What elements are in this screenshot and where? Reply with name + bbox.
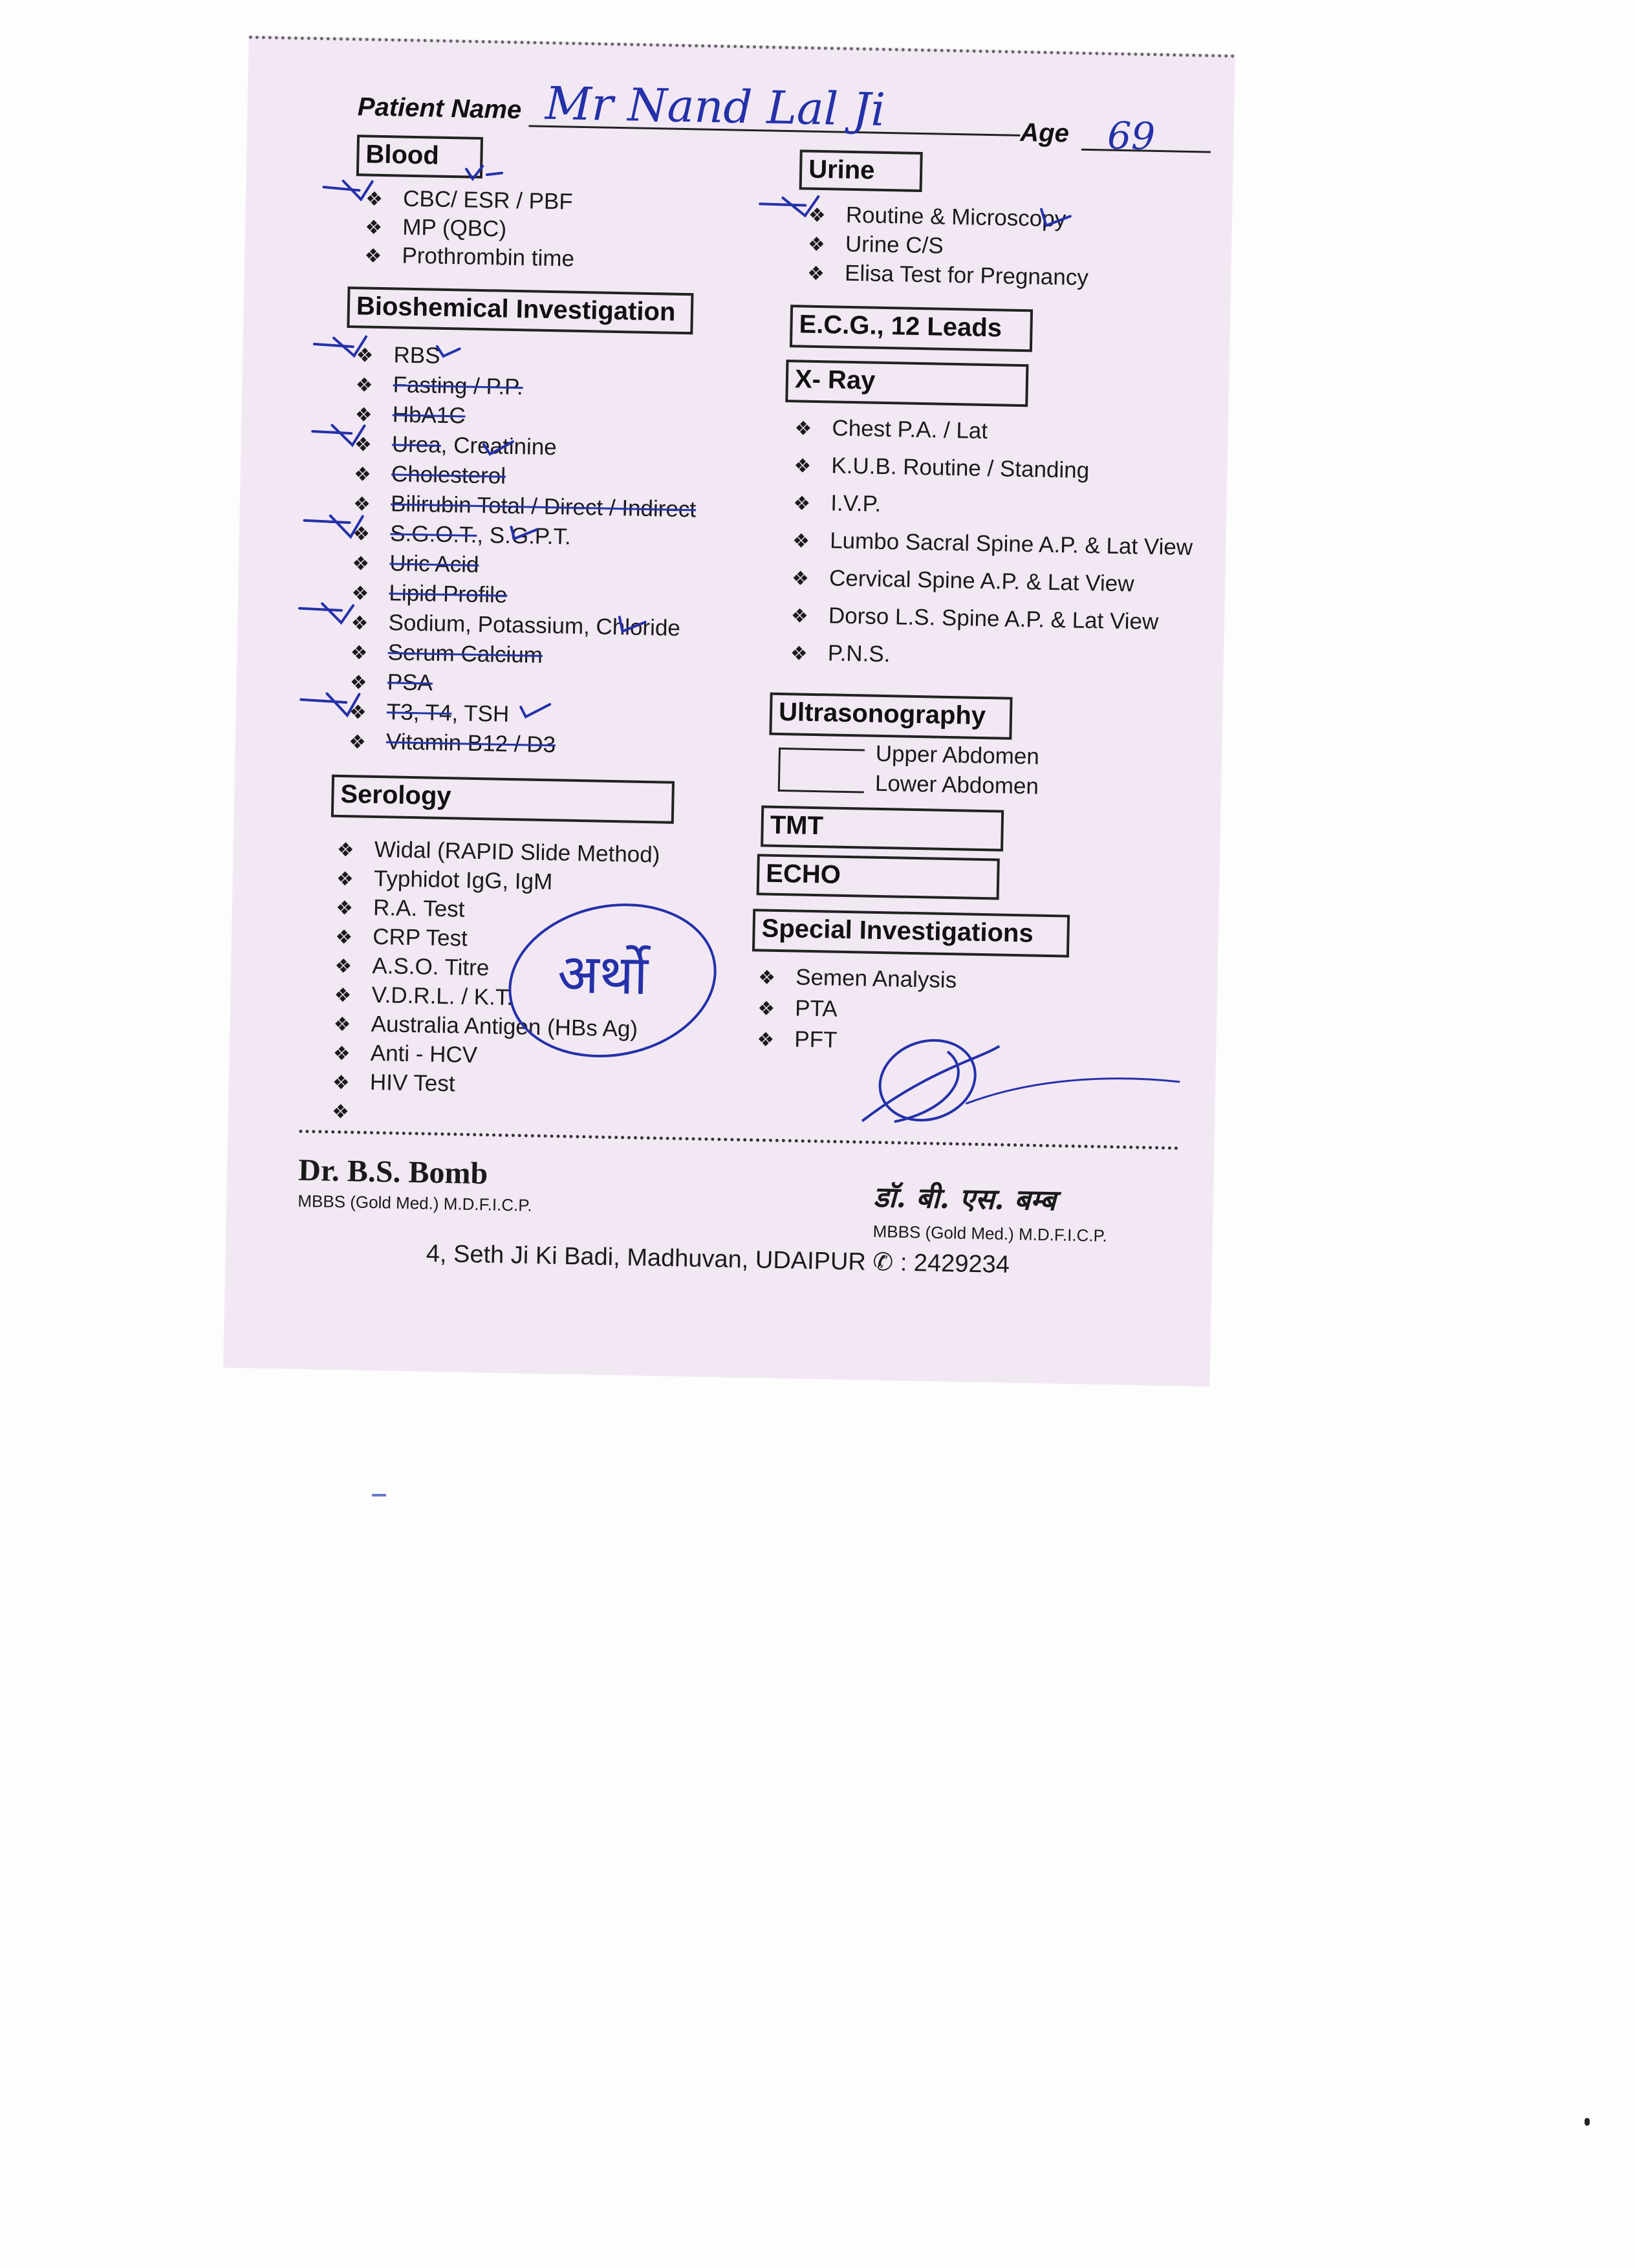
serology-item: ❖ V.D.R.L. / K.T. [334, 982, 514, 1011]
circled-note: अर्थो [557, 942, 649, 1008]
serology-item: ❖ [331, 1101, 350, 1123]
xray-item: ❖ Chest P.A. / Lat [794, 415, 988, 444]
urine-item: ❖ Urine C/S [807, 231, 944, 259]
serology-item: ❖ R.A. Test [335, 894, 465, 922]
biochem-item: ❖ HbA1C [354, 402, 466, 429]
biochem-item: ❖ Lipid Profile [351, 580, 508, 608]
xray-heading: X- Ray [785, 360, 1028, 407]
usg-item: Upper Abdomen [875, 740, 1040, 770]
doctor-name: Dr. B.S. Bomb [298, 1152, 488, 1191]
xray-item: ❖ I.V.P. [792, 490, 882, 517]
blood-item: ❖ MP (QBC) [365, 214, 507, 242]
biochem-item: ❖ PSA [349, 669, 433, 696]
biochem-item: ❖ RBS [356, 342, 440, 369]
biochem-item: ❖ Serum Calcium [350, 640, 543, 668]
biochem-item: ❖ T3, T4, TSH [349, 699, 510, 727]
blood-heading: Blood [356, 135, 483, 178]
biochem-item: ❖ Cholesterol [353, 461, 506, 489]
serology-item: ❖ Typhidot IgG, IgM [336, 865, 553, 895]
serology-heading: Serology [331, 775, 675, 824]
xray-item: ❖ Cervical Spine A.P. & Lat View [791, 565, 1134, 597]
serology-item: ❖ HIV Test [332, 1069, 455, 1097]
serology-item: ❖ Australia Antigen (HBs Ag) [333, 1011, 638, 1042]
patient-name-value: Mr Nand Lal Ji [545, 76, 886, 136]
blood-item: ❖ Prothrombin time [364, 243, 575, 272]
xray-item: ❖ P.N.S. [790, 640, 891, 667]
doctor-degree-right: MBBS (Gold Med.) M.D.F.I.C.P. [872, 1221, 1108, 1246]
tmt-heading: TMT [761, 805, 1004, 851]
biochem-item: ❖ S.G.O.T., S.G.P.T. [352, 521, 572, 550]
clinic-address: 4, Seth Ji Ki Badi, Madhuvan, UDAIPUR ✆ : 2429234 [426, 1240, 1010, 1279]
biochem-item: ❖ Vitamin B12 / D3 [348, 729, 556, 758]
serology-item: ❖ Anti - HCV [332, 1040, 478, 1068]
usg-item: Lower Abdomen [874, 770, 1039, 799]
biochem-heading: Bioshemical Investigation [347, 286, 693, 334]
serology-item: ❖ A.S.O. Titre [334, 953, 490, 981]
patient-name-label: Patient Name [357, 92, 522, 125]
urine-item: ❖ Routine & Microscopy [808, 202, 1067, 232]
doctor-degree: MBBS (Gold Med.) M.D.F.I.C.P. [298, 1191, 532, 1215]
echo-heading: ECHO [757, 854, 1000, 900]
blood-item: ❖ CBC/ ESR / PBF [365, 186, 574, 215]
special-item: ❖ PTA [757, 995, 838, 1022]
biochem-item: ❖ Fasting / P.P. [355, 372, 524, 400]
prescription-slip [223, 36, 1235, 1387]
ecg-heading: E.C.G., 12 Leads [790, 305, 1033, 352]
biochem-item: ❖ Bilirubin Total / Direct / Indirect [352, 491, 697, 523]
biochem-item: ❖ Sodium, Potassium, Chloride [351, 610, 681, 641]
biochem-item: ❖ Urea, Creatinine [354, 431, 558, 460]
urine-heading: Urine [799, 149, 923, 192]
special-item: ❖ PFT [757, 1026, 838, 1053]
special-heading: Special Investigations [752, 909, 1070, 957]
biochem-item: ❖ Uric Acid [352, 550, 479, 578]
serology-item: ❖ Widal (RAPID Slide Method) [336, 836, 660, 868]
usg-heading: Ultrasonography [769, 693, 1012, 740]
xray-item: ❖ Lumbo Sacral Spine A.P. & Lat View [792, 528, 1193, 561]
doctor-signature [849, 1030, 1187, 1147]
doctor-name-hindi: डॉ. बी. एस. बम्ब [873, 1180, 1057, 1218]
scan-speck [1585, 2118, 1590, 2126]
urine-item: ❖ Elisa Test for Pregnancy [807, 260, 1089, 290]
xray-item: ❖ Dorso L.S. Spine A.P. & Lat View [790, 603, 1159, 635]
handwritten-ticks [233, 36, 1235, 895]
scan-speck [372, 1494, 386, 1496]
serology-item: ❖ CRP Test [334, 923, 468, 951]
special-item: ❖ Semen Analysis [757, 964, 957, 993]
age-value: 69 [1107, 113, 1156, 158]
xray-item: ❖ K.U.B. Routine / Standing [794, 453, 1090, 484]
age-label: Age [1019, 118, 1070, 148]
